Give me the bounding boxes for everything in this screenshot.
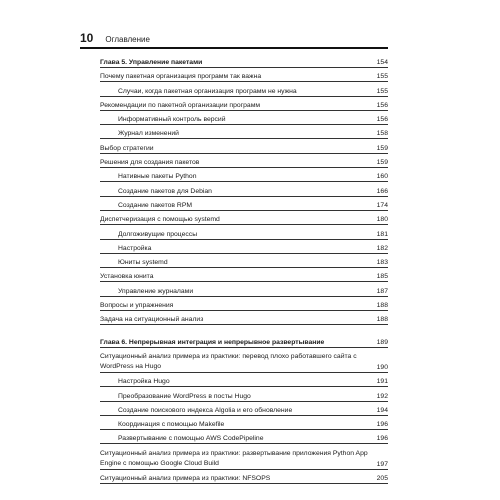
toc-entry	[100, 314, 388, 325]
page-header	[80, 31, 150, 47]
toc-entry	[100, 448, 388, 470]
toc-entry	[100, 157, 388, 168]
toc-chapter-entry	[100, 337, 388, 348]
toc-entry-title: Создание пакетов RPM	[118, 201, 193, 209]
toc-entry-page: 187	[376, 287, 388, 295]
toc-entry-title: Нативные пакеты Python	[118, 173, 197, 181]
toc-entry-title: Выбор стратегии	[100, 144, 154, 152]
toc-entry-page: 196	[376, 421, 388, 429]
toc-entry	[100, 433, 388, 444]
toc-entry	[100, 419, 388, 430]
toc-entry	[100, 186, 388, 197]
toc-entry	[100, 286, 388, 297]
toc-entry-title: Вопросы и упражнения	[100, 302, 174, 310]
header-rule	[80, 47, 388, 49]
toc-entry	[100, 376, 388, 387]
chapter-gap	[100, 329, 388, 337]
toc-entry-page: 188	[376, 302, 388, 310]
toc-entry-title: Глава 5. Управление пакетами	[100, 59, 203, 66]
toc-entry-page: 197	[376, 460, 388, 468]
toc-entry	[100, 257, 388, 268]
toc-entry-page: 181	[376, 230, 388, 238]
table-of-contents	[100, 57, 388, 487]
page-number: 10	[80, 31, 94, 45]
toc-entry-page: 159	[376, 159, 388, 167]
toc-entry-page: 154	[376, 59, 388, 66]
toc-entry-page: 185	[376, 273, 388, 281]
toc-entry-title: Настройка	[118, 244, 152, 252]
toc-entry-page: 182	[376, 244, 388, 252]
running-title: Оглавление	[105, 35, 150, 44]
toc-entry-page: 160	[376, 173, 388, 181]
toc-entry-page: 156	[376, 116, 388, 124]
toc-entry-title: Юниты systemd	[118, 259, 168, 267]
toc-entry	[100, 86, 388, 97]
toc-entry-page: 183	[376, 259, 388, 267]
toc-entry-title: Ситуационный анализ примера из практики: NFSOPS	[100, 475, 271, 483]
toc-entry-page: 205	[376, 475, 388, 483]
toc-entry-title: Глава 6. Непрерывная интеграция и непрерывное развертывание	[100, 338, 325, 346]
toc-entry-title: Развертывание с помощью AWS CodePipeline	[118, 435, 264, 443]
toc-entry-page: 155	[376, 73, 388, 81]
toc-entry-title: Преобразование WordPress в посты Hugo	[118, 392, 251, 400]
toc-entry-title: Создание пакетов для Debian	[118, 187, 212, 195]
toc-entry-title: Управление журналами	[118, 287, 194, 295]
toc-entry-page: 196	[376, 435, 388, 443]
toc-entry	[100, 100, 388, 111]
toc-entry-title: Координация с помощью Makefile	[118, 421, 225, 429]
toc-entry-page: 158	[376, 130, 388, 138]
toc-entry-title: Создание поискового индекса Algolia и его обновление	[118, 406, 293, 414]
toc-entry-page: 180	[376, 216, 388, 224]
toc-entry-title: Задача на ситуационный анализ	[100, 316, 204, 324]
toc-entry	[100, 200, 388, 211]
toc-entry-title: Настройка Hugo	[118, 378, 170, 386]
toc-entry-title: Случаи, когда пакетная организация программ не нужна	[118, 87, 297, 95]
toc-entry-page: 166	[376, 187, 388, 195]
toc-entry-page: 190	[376, 363, 388, 371]
toc-entry-title: Рекомендации по пакетной организации программ	[100, 101, 261, 109]
toc-entry	[100, 391, 388, 402]
toc-entry	[100, 271, 388, 282]
toc-entry-title: Долгоживущие процессы	[118, 230, 198, 238]
toc-entry	[100, 114, 388, 125]
toc-entry	[100, 405, 388, 416]
toc-entry-page: 191	[376, 378, 388, 386]
toc-entry	[100, 71, 388, 82]
toc-entry-page: 189	[376, 338, 388, 346]
toc-entry-title: Установка юнита	[100, 273, 154, 281]
toc-entry-title: Ситуационный анализ примера из практики: перевод плохо работавшего сайта с WordPress на Hugo	[100, 352, 357, 370]
toc-entry-page: 194	[376, 406, 388, 414]
toc-entry	[100, 351, 388, 373]
toc-entry-title: Ситуационный анализ примера из практики: развертывание приложения Python App Engine с помощью Google Cloud Build	[100, 449, 368, 467]
toc-entry	[100, 229, 388, 240]
toc-entry-page: 159	[376, 144, 388, 152]
toc-entry	[100, 243, 388, 254]
toc-entry	[100, 473, 388, 484]
toc-entry-title: Журнал изменений	[118, 130, 179, 138]
toc-entry-title: Информативный контроль версий	[118, 116, 226, 124]
toc-entry	[100, 128, 388, 139]
toc-entry	[100, 171, 388, 182]
toc-entry-title: Диспетчеризация с помощью systemd	[100, 216, 220, 224]
toc-entry-page: 188	[376, 316, 388, 324]
toc-entry-title: Почему пакетная организация программ так важна	[100, 73, 262, 81]
toc-chapter-entry	[100, 57, 388, 68]
toc-entry-title: Решения для создания пакетов	[100, 159, 200, 167]
toc-entry	[100, 214, 388, 225]
toc-entry-page: 174	[376, 201, 388, 209]
toc-entry-page: 156	[376, 101, 388, 109]
toc-entry-page: 155	[376, 87, 388, 95]
toc-entry	[100, 143, 388, 154]
toc-entry	[100, 300, 388, 311]
toc-entry-page: 192	[376, 392, 388, 400]
